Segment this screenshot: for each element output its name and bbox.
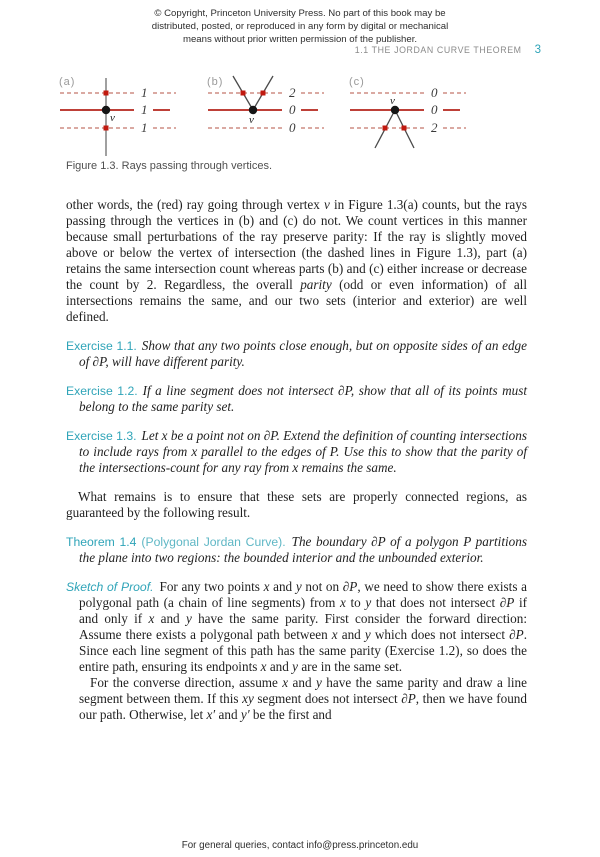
- paragraph-what-remains: What remains is to ensure that these sets are properly connected regions, as guaranteed by the following result.: [66, 489, 527, 520]
- exercise-1-2: Exercise 1.2. If a line segment does not intersect ∂P, show that all of its points must belong to the same parity set.: [66, 383, 527, 414]
- ray-count: 0: [431, 102, 438, 117]
- figure-1-3: [0, 76, 600, 166]
- exercise-1-1: Exercise 1.1. Show that any two points close enough, but on opposite sides of an edge of ∂P, will have different parity.: [66, 338, 527, 369]
- intersection-square: [402, 126, 407, 131]
- page-number: 3: [534, 44, 541, 56]
- intersection-square: [383, 126, 388, 131]
- body-text: [66, 197, 527, 723]
- sketch-of-proof: [66, 579, 527, 723]
- panel-c-drawing: [348, 76, 498, 164]
- figure-caption: Figure 1.3. Rays passing through vertices.: [66, 160, 273, 172]
- proof-paragraph: Sketch of Proof. For any two points x and y not on ∂P, we need to show there exists a polygonal path (a chain of line segments) from x to y that does not intersect ∂P if and only if x and y have the same parity. First consider the forward direction: Assume there exists a polygonal path between x and y which does not intersect ∂P. Since each line segment of this path has the same parity (Exercise 1.2), so does the entire path, ensuring its endpoints x and y are in the same set.: [66, 579, 528, 674]
- ray-count: 1: [141, 102, 148, 117]
- panel-label: (b): [207, 76, 224, 88]
- vertex-label: v: [249, 114, 254, 126]
- panel-a-drawing: [58, 76, 208, 164]
- proof-paragraph: For the converse direction, assume x and y have the same parity and draw a line segment between them. If this xy segment does not intersect ∂P, then we have found our path. Otherwise, let x′ and y′ be the first and: [79, 675, 527, 722]
- intersection-square: [241, 91, 246, 96]
- ray-count: 1: [141, 120, 148, 135]
- vertex-label: v: [110, 112, 115, 124]
- copyright-line: distributed, posted, or reproduced in any form by digital or mechanical: [151, 21, 449, 32]
- section-title: 1.1 THE JORDAN CURVE THEOREM: [354, 45, 522, 55]
- vertex-label: v: [390, 95, 395, 107]
- vertex-dot: [391, 106, 399, 114]
- vertex-dot: [249, 106, 257, 114]
- footer-queries: For general queries, contact info@press.princeton.edu: [181, 840, 419, 851]
- intersection-square: [104, 126, 109, 131]
- figure-panel-a: [58, 76, 208, 164]
- figure-panel-c: [348, 76, 498, 164]
- panel-b-drawing: [206, 76, 356, 164]
- exercise-1-3: Exercise 1.3. Let x be a point not on ∂P. Extend the definition of counting intersections to include rays from x parallel to the edges of P. Use this to show that the parity of the intersections-count for any ray from x remains the same.: [66, 428, 528, 475]
- panel-label: (c): [349, 76, 365, 88]
- intersection-square: [261, 91, 266, 96]
- ray-count: 2: [431, 120, 438, 135]
- ray-count: 2: [289, 85, 296, 100]
- ray-count: 1: [141, 85, 148, 100]
- intersection-square: [104, 91, 109, 96]
- ray-count: 0: [431, 85, 438, 100]
- copyright-line: means without prior written permission of the publisher.: [182, 34, 418, 45]
- figure-panel-b: [206, 76, 356, 164]
- paragraph-continuation: other words, the (red) ray going through vertex v in Figure 1.3(a) counts, but the rays passing through the vertices in (b) and (c) do not. We count vertices in this manner because small perturbations of the ray preserve parity: If the ray is slightly moved above or below the vertex of intersection (the dashed lines in Figure 1.3), part (a) retains the same intersection count whereas parts (b) and (c) either increase or decrease the count by 2. Regardless, the overall parity (odd or even information) of all intersections remains the same, and our two sets (interior and exterior) are well defined.: [66, 197, 528, 324]
- running-header: [355, 44, 541, 56]
- copyright-notice: [0, 7, 600, 46]
- ray-count: 0: [289, 120, 296, 135]
- theorem-1-4: Theorem 1.4 (Polygonal Jordan Curve). The boundary ∂P of a polygon P partitions the plane into two regions: the bounded interior and the unbounded exterior.: [66, 534, 527, 565]
- panel-label: (a): [59, 76, 76, 88]
- ray-count: 0: [289, 102, 296, 117]
- copyright-line: © Copyright, Princeton University Press. No part of this book may be: [154, 8, 446, 19]
- vertex-dot: [102, 106, 110, 114]
